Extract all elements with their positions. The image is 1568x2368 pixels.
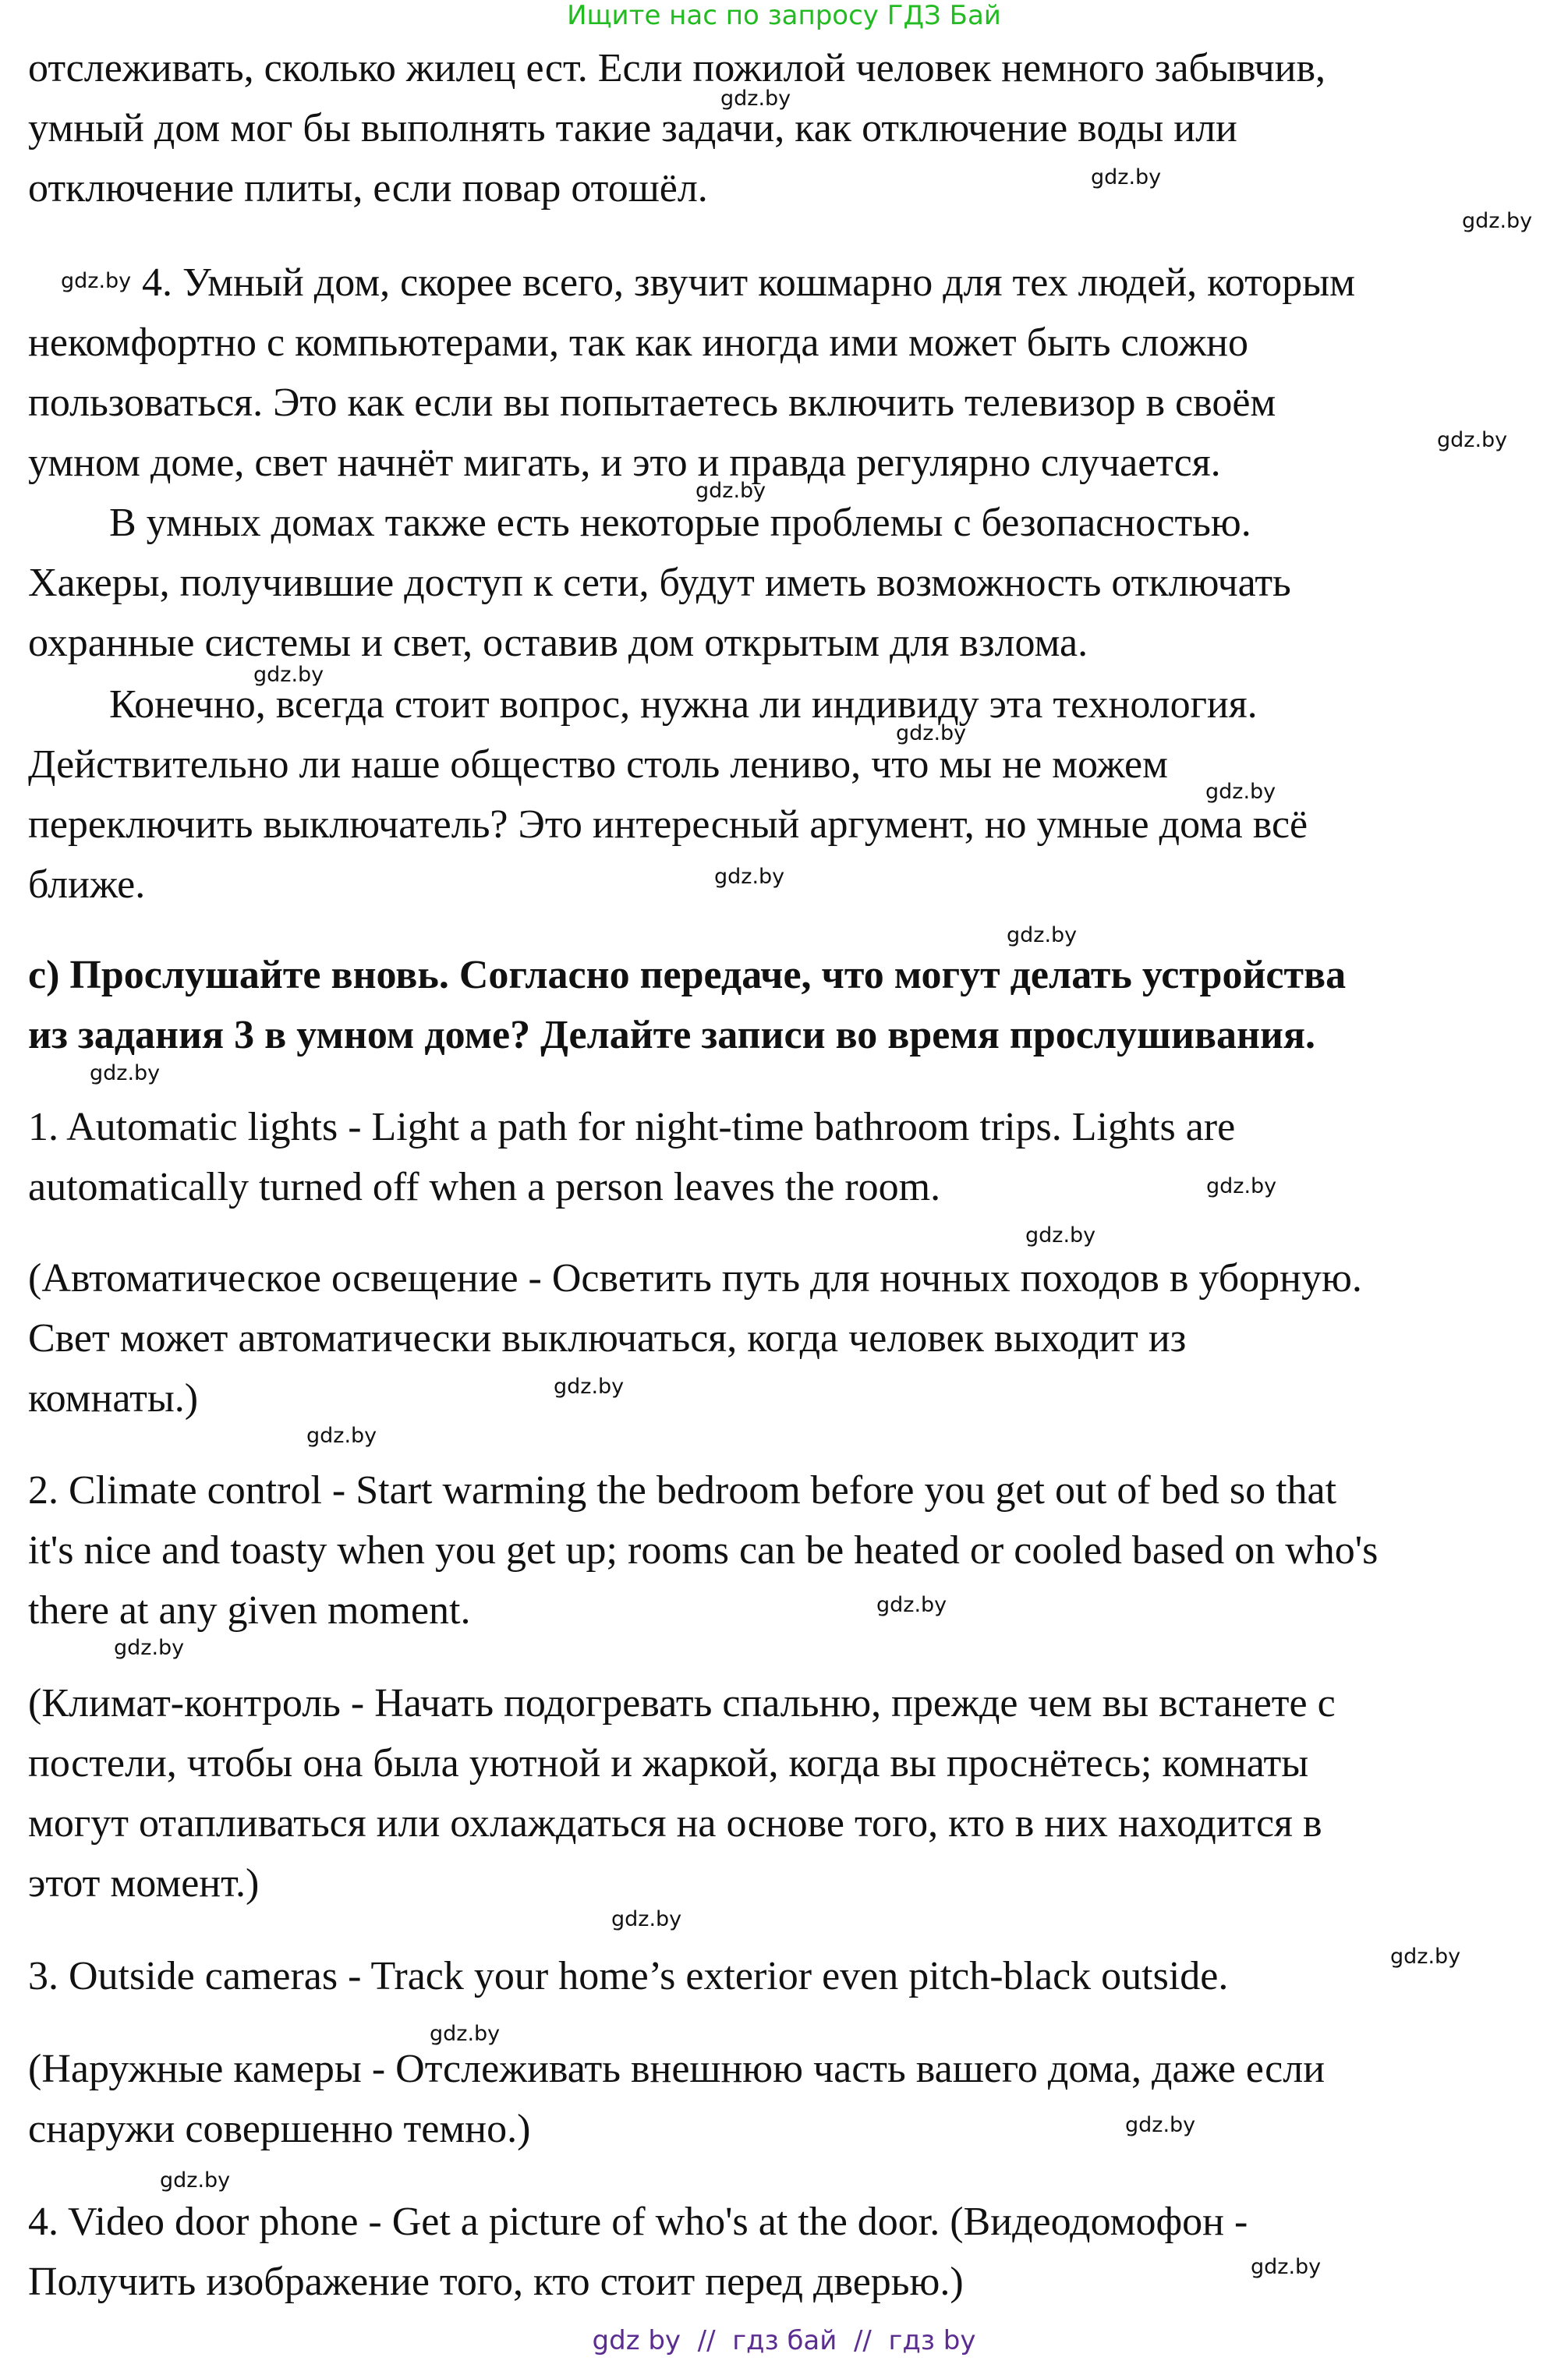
text-line: Действительно ли наше общество столь лениво, что мы не можем — [28, 742, 1168, 787]
answer-line: it's nice and toasty when you get up; rooms can be heated or cooled based on who's — [28, 1528, 1379, 1573]
watermark: gdz.by — [160, 2168, 231, 2193]
watermark: gdz.by — [1125, 2113, 1196, 2137]
answer-line: этот момент.) — [28, 1861, 260, 1906]
answer-line: 3. Outside cameras - Track your home’s exterior even pitch-black outside. — [28, 1954, 1229, 1998]
answer-line: Получить изображение того, кто стоит перед дверью.) — [28, 2260, 964, 2304]
answer-line: постели, чтобы она была уютной и жаркой, когда вы проснётесь; комнаты — [28, 1741, 1309, 1786]
text-line: переключить выключатель? Это интересный аргумент, но умные дома всё — [28, 802, 1308, 847]
watermark: gdz.by — [114, 1636, 185, 1660]
answer-line: there at any given moment. — [28, 1588, 471, 1633]
watermark: gdz.by — [554, 1375, 625, 1399]
text-line: отключение плиты, если повар отошёл. — [28, 166, 708, 211]
watermark: gdz.by — [1007, 923, 1078, 947]
answer-line: снаружи совершенно темно.) — [28, 2107, 531, 2151]
text-line: охранные системы и свет, оставив дом открытым для взлома. — [28, 621, 1088, 665]
text-line: отслеживать, сколько жилец ест. Если пожилой человек немного забывчив, — [28, 46, 1326, 90]
answer-line: 2. Climate control - Start warming the bedroom before you get out of bed so that — [28, 1468, 1337, 1513]
watermark: gdz.by — [1091, 165, 1162, 189]
task-heading: из задания 3 в умном доме? Делайте записи во время прослушивания. — [28, 1013, 1316, 1057]
text-line: В умных домах также есть некоторые проблемы с безопасностью. — [28, 501, 1251, 545]
watermark: gdz.by — [306, 1424, 377, 1448]
watermark: gdz.by — [696, 479, 766, 503]
watermark: gdz.by — [876, 1593, 947, 1617]
watermark: gdz.by — [1390, 1945, 1461, 1969]
text-line: Хакеры, получившие доступ к сети, будут иметь возможность отключать — [28, 561, 1291, 605]
footer-links: gdz by // гдз бай // гдз by — [592, 2325, 976, 2356]
watermark: gdz.by — [253, 663, 324, 687]
answer-line: 4. Video door phone - Get a picture of who's at the door. (Видеодомофон - — [28, 2200, 1248, 2244]
answer-line: automatically turned off when a person leaves the room. — [28, 1165, 941, 1209]
watermark: gdz.by — [720, 87, 791, 111]
task-heading: c) Прослушайте вновь. Согласно передаче, что могут делать устройства — [28, 953, 1347, 997]
text-line: ближе. — [28, 862, 146, 907]
watermark: gdz.by — [1205, 780, 1276, 804]
text-line: 4. Умный дом, скорее всего, звучит кошмарно для тех людей, которым — [142, 260, 1355, 305]
watermark: gdz.by — [90, 1061, 161, 1085]
text-line: умный дом мог бы выполнять такие задачи, как отключение воды или — [28, 106, 1237, 150]
text-line: Конечно, всегда стоит вопрос, нужна ли индивиду эта технология. — [28, 682, 1258, 727]
answer-line: могут отапливаться или охлаждаться на основе того, кто в них находится в — [28, 1801, 1322, 1846]
text-line: умном доме, свет начнёт мигать, и это и правда регулярно случается. — [28, 441, 1221, 485]
watermark: gdz.by — [1025, 1223, 1096, 1248]
search-hint-header: Ищите нас по запросу ГДЗ Бай — [567, 0, 1001, 31]
watermark: gdz.by — [714, 865, 785, 889]
watermark: gdz.by — [896, 721, 967, 745]
answer-line: 1. Automatic lights - Light a path for night-time bathroom trips. Lights are — [28, 1105, 1236, 1149]
watermark: gdz.by — [1437, 428, 1508, 452]
answer-line: комнаты.) — [28, 1376, 199, 1421]
answer-line: (Климат-контроль - Начать подогревать спальню, прежде чем вы встанете с — [28, 1681, 1336, 1726]
watermark: gdz.by — [1462, 209, 1533, 233]
watermark: gdz.by — [61, 269, 132, 293]
watermark: gdz.by — [1251, 2255, 1322, 2279]
watermark: gdz.by — [430, 2022, 501, 2046]
text-line: некомфортно с компьютерами, так как иногда ими может быть сложно — [28, 320, 1248, 365]
watermark: gdz.by — [611, 1907, 682, 1931]
answer-line: (Автоматическое освещение - Осветить путь для ночных походов в уборную. — [28, 1256, 1362, 1301]
watermark: gdz.by — [1206, 1174, 1277, 1198]
answer-line: (Наружные камеры - Отслеживать внешнюю часть вашего дома, даже если — [28, 2047, 1326, 2091]
answer-line: Свет может автоматически выключаться, когда человек выходит из — [28, 1316, 1187, 1361]
text-line: пользоваться. Это как если вы попытаетесь включить телевизор в своём — [28, 381, 1276, 425]
